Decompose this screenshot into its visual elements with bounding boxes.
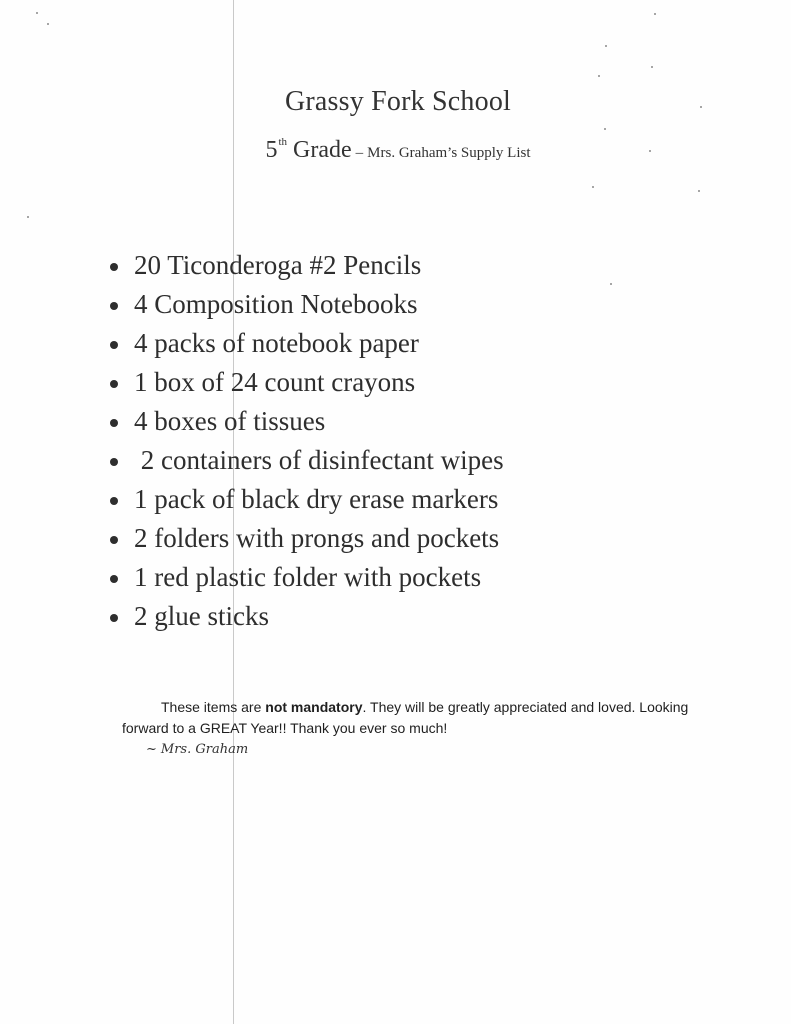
scan-speck	[36, 12, 38, 14]
scan-speck	[47, 23, 49, 25]
scan-speck	[698, 190, 700, 192]
supply-list	[108, 246, 504, 636]
note-text-start: These items are	[161, 699, 266, 715]
supply-item: 4 packs of notebook paper	[108, 324, 504, 363]
school-name: Grassy Fork School	[284, 86, 512, 117]
bullet-icon	[110, 458, 118, 466]
scan-speck	[610, 283, 612, 285]
closing-note	[122, 697, 722, 739]
scan-speck	[651, 66, 653, 68]
note-text-end: . They will be greatly appreciated and loved. Looking forward to a GREAT Year!! Thank you ever so much!	[122, 699, 689, 736]
bullet-icon	[110, 614, 118, 622]
grade-number: 5th	[265, 136, 288, 163]
bullet-icon	[110, 302, 118, 310]
supply-item: 4 Composition Notebooks	[108, 285, 504, 324]
supply-item: 1 red plastic folder with pockets	[108, 558, 504, 597]
list-subtitle	[0, 136, 791, 164]
scan-speck	[605, 45, 607, 47]
scan-speck	[598, 75, 600, 77]
scan-speck	[654, 13, 656, 15]
bullet-icon	[110, 341, 118, 349]
grade-word: Grade	[293, 137, 352, 163]
bullet-icon	[110, 497, 118, 505]
scan-speck	[604, 128, 606, 130]
grade-suffix: th	[278, 136, 288, 148]
subtitle-separator: –	[355, 145, 364, 161]
scan-speck	[592, 186, 594, 188]
bullet-icon	[110, 419, 118, 427]
signature-name: Mrs. Graham	[160, 742, 249, 757]
supply-item: 20 Ticonderoga #2 Pencils	[108, 246, 504, 285]
bullet-icon	[110, 536, 118, 544]
bullet-icon	[110, 380, 118, 388]
bullet-icon	[110, 575, 118, 583]
scan-speck	[27, 216, 29, 218]
supply-item: 1 box of 24 count crayons	[108, 363, 504, 402]
supply-item: 2 containers of disinfectant wipes	[108, 441, 504, 480]
list-owner: Mrs. Graham’s Supply List	[367, 145, 531, 161]
supply-item: 1 pack of black dry erase markers	[108, 480, 504, 519]
note-emphasis: not mandatory	[265, 699, 363, 715]
supply-item: 4 boxes of tissues	[108, 402, 504, 441]
signature	[146, 742, 248, 757]
supply-item: 2 glue sticks	[108, 597, 504, 636]
bullet-icon	[110, 263, 118, 271]
supply-item: 2 folders with prongs and pockets	[108, 519, 504, 558]
signature-prefix: ~	[146, 742, 157, 757]
